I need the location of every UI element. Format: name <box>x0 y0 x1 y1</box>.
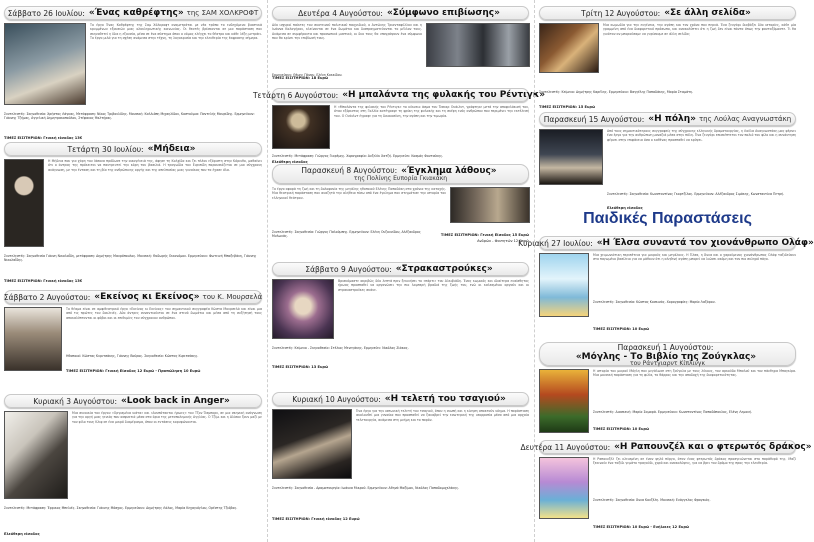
event-price: ΤΙΜΕΣ ΕΙΣΙΤΗΡΙΩΝ: Γενική είσοδος 13€ <box>4 279 83 283</box>
event-header <box>252 88 546 102</box>
event-price: Ελεύθερη είσοδος <box>4 532 40 536</box>
event-credits: Συντελεστές: Σκηνοθεσία: Χρήστος Λάγκας, Μετάφραση: Νίκος Τριβουλίδης. Μουσική: Καλλιόπη Μιχαηλίδου, Κοστούμια: Παντελής Μαυρίδης. Ερμηνεύουν: Γιάννης Τζήμας, Αγγελική Δημητρακοπούλου, Στέφανος Ψαλτήρας. <box>4 112 255 121</box>
event-photo <box>539 23 599 73</box>
event-date: Τετάρτη 30 Ιουλίου: <box>67 144 144 154</box>
event-description: Η ιστορία του μικρού Μόγλη που μεγάλωσε στη ζούγκλα με τους λύκους, τον αρκούδο Μπαλού και τον πάνθηρα Μπαγκίρα. Μια μουσική παράσταση για τη φιλία, το θάρρος και την αποδοχή της διαφορετικότητας. <box>593 369 796 378</box>
event-title: «Ένας καθρέφτης» <box>88 8 184 18</box>
event-title: «Στρακαστρούκες» <box>395 264 493 274</box>
event-se-alli-selida <box>539 6 796 115</box>
event-price: ΤΙΜΕΣ ΕΙΣΙΤΗΡΙΩΝ: Γενική Είσοδος 15 Ευρώ <box>440 233 529 237</box>
event-title: «Μόγλης - Το Βιβλίο της Ζούγκλας» <box>575 352 757 362</box>
event-title: «Έγκλημα λάθους» <box>401 165 497 176</box>
event-price: ΤΙΜΕΣ ΕΙΣΙΤΗΡΙΩΝ: 10 Ευρώ <box>593 327 650 331</box>
event-elsa-olaf <box>518 236 814 339</box>
column-left <box>0 0 266 542</box>
event-header <box>539 342 796 366</box>
event-description: Η Μήδεια που για χάρη του Ιάσονα πρόδωσε την οικογένειά της, άφησε τη Κολχίδα και ζει πλέον εξόριστη στην Κόρινθο, μαθαίνει ότι ο άντρας της πρόκειται να παντρευτεί την κόρη του βασιλιά. Η τραγωδία του Ευριπίδη παρουσιάζεται σε μια σύγχρονη ανάγνωση, με την ένταση και τη βία της ανθρώπινης οργής και της απελπισίας μιας γυναίκας που τα έχασε όλα. <box>48 159 262 172</box>
event-title: «Η μπαλάντα της φυλακής του Ρέντιγκ» <box>342 90 546 100</box>
event-photo <box>426 23 530 67</box>
event-price: Ελεύθερη είσοδος <box>272 160 308 164</box>
event-author: του Κ. Μουρσελά <box>202 293 263 301</box>
event-date: Κυριακή 27 Ιουλίου: <box>518 238 593 248</box>
event-credits: Ερμηνεύουν: Θέμης Πάνου, Ελένη Κοκκίδου. <box>272 73 343 77</box>
event-price: ΤΙΜΕΣ ΕΙΣΙΤΗΡΙΩΝ: 18 Ευρώ <box>272 76 329 80</box>
event-header <box>272 6 529 20</box>
event-strakastroukes <box>272 262 529 375</box>
event-photo <box>539 129 603 185</box>
event-title: «Η τελετή του τσαγιού» <box>384 394 506 404</box>
kids-section-heading: Παιδικές Παραστάσεις <box>583 210 752 227</box>
event-date: Τετάρτη 6 Αυγούστου: <box>252 90 339 100</box>
event-title: «Η Ραπουνζέλ και ο φτερωτός δράκος» <box>614 442 812 452</box>
event-medeia <box>4 142 262 291</box>
event-photo <box>539 253 589 317</box>
event-description: Βρισκόμαστε ακριβώς δύο λεπτά πριν ξεκινήσει το «πάρτι» του Αλκιβιάδη. Ένας κωμικός και ιδιαίτερα ευαίσθητος ήρωας προσπαθεί να οργανώσει την πιο λαμπερή βραδιά της ζωής του, ενώ οι καλεσμένοι αργούν και οι στρακαστρούκες σκάνε. <box>338 279 529 292</box>
event-credits: Συντελεστές: Μετάφραση: Έρρικος Μπελιές. Σκηνοθεσία: Γιάννης Μόσχος. Ερμηνεύουν: Δημήτρης Λάλος, Μαρία Κεχαγιόγλου, Ορέστης Τζιόβας. <box>4 506 238 510</box>
event-description: Μια συνοικία του έργου «Οργισμένα νιάτα» και «Ανυπότακτοι ήρωες» του Τζον Όσμπορν, σε μια σκηνική ανάγνωση για την οργή μιας γενιάς που ασφυκτιά μέσα στα όρια της μεταπολεμικής Αγγλίας. Ο Τζίμι και η Αλίσον ζουν μαζί με τον φίλο τους Κλιφ σε ένα μικρό διαμέρισμα, όπου οι εντάσεις κορυφώνονται. <box>72 411 262 424</box>
column-middle <box>252 0 546 542</box>
event-author: του Ράντγιαρντ Κίπλινγκ <box>629 360 705 367</box>
event-credits: Συντελεστές: Σκηνοθεσία: Άννα Κουζέλη. Μουσική: Ευάγγελος Φραγκιάς. <box>593 498 711 502</box>
event-price: Ελεύθερη είσοδος <box>607 206 643 210</box>
event-credits: Συντελεστές: Κείμενο - Σκηνοθεσία: Στέλιος Μενεγάκης. Ερμηνεύει: Νικόλας Ζιάκας. <box>272 346 409 350</box>
event-photo <box>272 409 352 479</box>
event-symfono-epiviosis <box>272 6 529 85</box>
event-title: «Σύμφωνο επιβίωσης» <box>386 8 500 18</box>
event-ballad-of-reading-gaol <box>252 88 546 164</box>
event-reduced-price: Ανδρών - Φοιτητών 12 Ευρώ <box>477 239 529 243</box>
column-right <box>518 0 814 542</box>
event-teleti-tsagiou <box>272 392 529 541</box>
event-photo <box>4 159 44 247</box>
event-photo <box>4 23 86 105</box>
event-header <box>539 112 796 126</box>
event-date: Κυριακή 3 Αυγούστου: <box>33 396 117 406</box>
event-photo <box>272 105 330 149</box>
event-header <box>272 262 529 276</box>
event-credits: Συντελεστές: Διασκευή: Μαρία Σαμαρά. Ερμηνεύουν: Κωνσταντίνος Παπαδόπουλος, Ελένη Λεμονή. <box>593 410 752 414</box>
event-description: Η «Μπαλάντα της φυλακής του Ρέντιγκ» το κύκνειο άσμα του Όσκαρ Ουάιλντ, γράφτηκε μετά την αποφυλάκισή του, όταν εξόριστος στη Γαλλία κατέγραψε τη φρίκη της φυλακής και τη σκέψη ενός ανθρώπου που περιμένει την εκτέλεσή του. Ο Ουάιλντ έγραψε για τη δικαιοσύνη, την αγάπη και την τιμωρία. <box>334 105 529 118</box>
event-date: Σάββατο 2 Αυγούστου: <box>3 292 91 302</box>
event-description: Η Ραπουνζέλ ζει κλεισμένη σε έναν ψηλό πύργο, όταν ένας φτερωτός δράκος προσγειώνεται στο παράθυρό της. Μαζί ξεκινούν ένα ταξίδι γεμάτο τραγούδι, χορό και ανακαλύψεις, για να βρει τον δρόμο της προς την ελευθερία. <box>593 457 796 466</box>
event-title: «Εκείνος κι Εκείνος» <box>94 292 200 302</box>
event-description: Μια χειμωνιάτικη περιπέτεια για μικρούς και μεγάλους. Η Έλσα, η Άννα και ο χαρούμενος χιονάνθρωπος Ολάφ ταξιδεύουν στο παγωμένο βασίλειο για να μάθουν ότι η αληθινή αγάπη μπορεί να λιώσει ακόμη και τον πιο σκληρό πάγο. <box>593 253 796 262</box>
event-author: της Πολίνης Ευπορία Γκιακάκη <box>353 175 448 183</box>
event-date: Δευτέρα 4 Αυγούστου: <box>298 8 383 18</box>
event-title: «Η Έλσα συναντά τον χιονάνθρωπο Ολάφ» <box>596 238 814 248</box>
event-description: Δύο ισχυροί παίκτες του σκοτεινού πολιτικού παιχνιδιού, ο Αντώνης Τριανταφύλλου και η Ιωάννα Καλογήρου, κλείνονται σε ένα δωμάτιο και διαπραγματεύονται το μέλλον τους. Ανάμεσα σε συμφέροντα και προσωπικά μυστικά, οι δυο τους θα υπογράψουν ένα σύμφωνο που θα κρίνει την επιβίωσή τους. <box>272 23 422 40</box>
event-i-poli <box>539 112 796 213</box>
event-credits: Συντελεστές: Σκηνοθεσία: Κωνσταντίνος Γκορτζίλας. Ερμηνεύουν: Αλέξανδρος Σιμάκης, Κωνσταντίνα Πετρή. <box>607 192 785 196</box>
event-description: Ένα έργο για την ιαπωνική τελετή του τσαγιού, όπου η σιωπή και η κίνηση αποκτούν νόημα. Η παράσταση ακολουθεί μια γυναίκα που προσπαθεί να ξαναβρεί την εσωτερική της ισορροπία μέσα από μια αρχαία τελετουργία, ανάμεσα στη μνήμη και το παρόν. <box>356 409 529 422</box>
event-price: ΤΙΜΕΣ ΕΙΣΙΤΗΡΙΩΝ: Γενική είσοδος 12 Ευρώ <box>272 517 360 521</box>
event-price: ΤΙΜΕΣ ΕΙΣΙΤΗΡΙΩΝ: 15 Ευρώ <box>539 105 596 109</box>
event-date: Σάββατο 9 Αυγούστου: <box>305 264 392 274</box>
event-author: της Λούλας Αναγνωστάκη <box>698 115 792 123</box>
event-title: «Μήδεια» <box>147 144 196 154</box>
event-mowgli <box>539 342 796 437</box>
event-header <box>272 392 529 406</box>
event-description: Το θέαμα είναι σε αμφιθεατρικό έργο «Εκείνος κι Εκείνος» του σημαντικού συγγραφέα Κώστα Μουρσελά και είναι μια από τις πρώτες του δουλειές. Δύο άντρες συναντιούνται σε ένα στενό δωμάτιο και μέσα από τη συζήτησή τους αποκαλύπτονται οι φόβοι και οι επιθυμίες του σύγχρονου ανθρώπου. <box>66 307 262 320</box>
event-photo <box>4 411 68 499</box>
event-header <box>4 6 262 20</box>
event-date: Δευτέρα 11 Αυγούστου: <box>520 442 611 452</box>
event-title: «Σε άλλη σελίδα» <box>664 8 751 18</box>
event-credits: Συντελεστές: Κείμενο: Δημήτρης Καρέλης. Ερμηνεύουν: Βαγγέλης Παπαδάκης, Μαρία Σταμάτη. <box>539 90 694 94</box>
event-date: Τρίτη 12 Αυγούστου: <box>581 8 661 18</box>
event-header <box>4 142 262 156</box>
event-price: ΤΙΜΕΣ ΕΙΣΙΤΗΡΙΩΝ: 10 Ευρώ - Ενήλικες 12 Ευρώ <box>593 525 690 529</box>
event-photo <box>539 369 589 433</box>
event-header <box>272 164 529 184</box>
event-header <box>539 6 796 20</box>
event-header <box>4 290 262 304</box>
event-price: ΤΙΜΕΣ ΕΙΣΙΤΗΡΙΩΝ: Γενική είσοδος 13€ <box>4 136 83 140</box>
event-credits: Ηθοποιοί: Κώστας Κυριτσάκης, Γιάννης Βούρος. Σκηνοθεσία: Κώστας Κυριτσάκης. <box>66 354 199 358</box>
event-title: «Look back in Anger» <box>120 396 230 406</box>
event-photo <box>450 187 530 223</box>
event-date: Παρασκευή 8 Αυγούστου: <box>301 166 398 176</box>
event-photo <box>4 307 62 371</box>
event-credits: Συντελεστές: Σκηνοθεσία: Κώστας Κοσκινάς. Χορογραφίες: Μαρία Λαζάρου. <box>593 300 716 304</box>
event-author: της ΣΑΜ ΧΟΛΚΡΟΦΤ <box>186 9 259 17</box>
event-title: «Η πόλη» <box>648 114 696 124</box>
event-look-back-in-anger <box>4 394 262 541</box>
event-description: Από τους σημαντικότερους συγγραφείς της σύγχρονης ελληνικής δραματουργίας, η Λούλα Αναγνωστάκη μας φέρνει ένα έργο για την ανθρώπινη μοναξιά μέσα στην πόλη. Ένα ζευγάρι επισκέπτεται τον παλιό του φίλο και η συνάντηση φέρνει στην επιφάνεια όσα ο καθένας προσπαθεί να κρύψει. <box>607 129 796 142</box>
event-photo <box>272 279 334 339</box>
event-rapunzel <box>520 440 812 541</box>
event-header <box>4 394 262 408</box>
event-ena-kathreftis <box>4 6 262 145</box>
event-header <box>518 236 814 250</box>
event-price: ΤΙΜΕΣ ΕΙΣΙΤΗΡΙΩΝ: 13 Ευρώ <box>272 365 329 369</box>
event-description: Το έργο αφορά τη ζωή και τη δολοφονία της μεγάλης ηθοποιού Ελένης Παπαδάκη στα χρόνια της κατοχής. Μια θεατρική παράσταση που αναζητά την αλήθεια πίσω από ένα έγκλημα που στιγμάτισε την ιστορία του ελληνικού θεάτρου. <box>272 187 446 200</box>
event-date: Παρασκευή 1 Αυγούστου: <box>617 343 714 352</box>
event-description: Το έργο Ένας Καθρέφτης της Σαμ Χόλκροφτ αναμετράται με νέα τρόπο το ενδεχόμενο βιαστικά κρυμμένων εξουσιών μιας ολοκληρωτικής κοινωνίας. Οι θεατές βρίσκονται σε μια παράσταση που σκηνοθετεί η ίδια η εξουσία, μέσα σε ένα σύστημα όπου ο νόμος ελέγχει το θέατρο και κάθε λέξη μετράει. Το έργο μιλά για τη σχέση ανάμεσα στην τέχνη, τη λογοκρισία και την ελευθερία της έκφρασης σήμερα. <box>90 23 262 40</box>
event-date: Κυριακή 10 Αυγούστου: <box>292 394 381 404</box>
event-date: Σάββατο 26 Ιουλίου: <box>7 8 85 18</box>
event-price: ΤΙΜΕΣ ΕΙΣΙΤΗΡΙΩΝ: Γενική Είσοδος 12 Ευρώ - Προπώληση 10 Ευρώ <box>66 369 201 373</box>
event-photo <box>539 457 589 519</box>
event-date: Παρασκευή 15 Αυγούστου: <box>543 114 645 124</box>
event-price: ΤΙΜΕΣ ΕΙΣΙΤΗΡΙΩΝ: 10 Ευρώ <box>593 427 650 431</box>
event-ekeinos-ki-ekeinos <box>4 290 262 381</box>
event-egklima-lathous <box>272 164 529 259</box>
event-header <box>520 440 812 454</box>
event-credits: Συντελεστές: Σκηνοθεσία Γιάννη Νικολαΐδη, μετάφραση: Δημήτρης Μαυρόπουλος. Μουσική: Θοδωρής Οικονόμου. Ερμηνεύουν: Φωτεινή Μπαξεβάνη, Γιάννης Νικολαΐδης. <box>4 254 257 263</box>
event-credits: Συντελεστές: Μετάφραση: Γιώργος Γιαρέμης. Χορογραφία: Ανζελίκ Χατζή. Ερμηνεύει: Κοσμάς Φοντούκης. <box>272 154 444 158</box>
event-description: Μια κωμωδία για την ευγένεια, την αγάπη και τον χρόνο που περνά. Ένα ζευγάρι διαβάζει δύο ιστορίες, κάθε μία γραμμένη από ένα διαφορετικό πρόσωπο, και ανακαλύπτει ότι η ζωή δεν είναι πάντα όπως την φανταζόμαστε. Τι θα γινόταν αν μπορούσαμε να γυρίσουμε σε άλλη σελίδα; <box>603 23 796 36</box>
event-credits: Συντελεστές: Σκηνοθεσία: Γιώργος Παλούμπης. Ερμηνεύουν: Ελένη Ουζουνίδου, Αλέξανδρος Μυλωνάς. <box>272 230 421 239</box>
event-credits: Συντελεστές: Σκηνοθεσία - Δραματουργία: Ιωάννα Μικρού. Ερμηνεύουν: Αθηνά Μαξίμου, Νικόλας Παπαδομιχελάκης. <box>272 486 460 490</box>
